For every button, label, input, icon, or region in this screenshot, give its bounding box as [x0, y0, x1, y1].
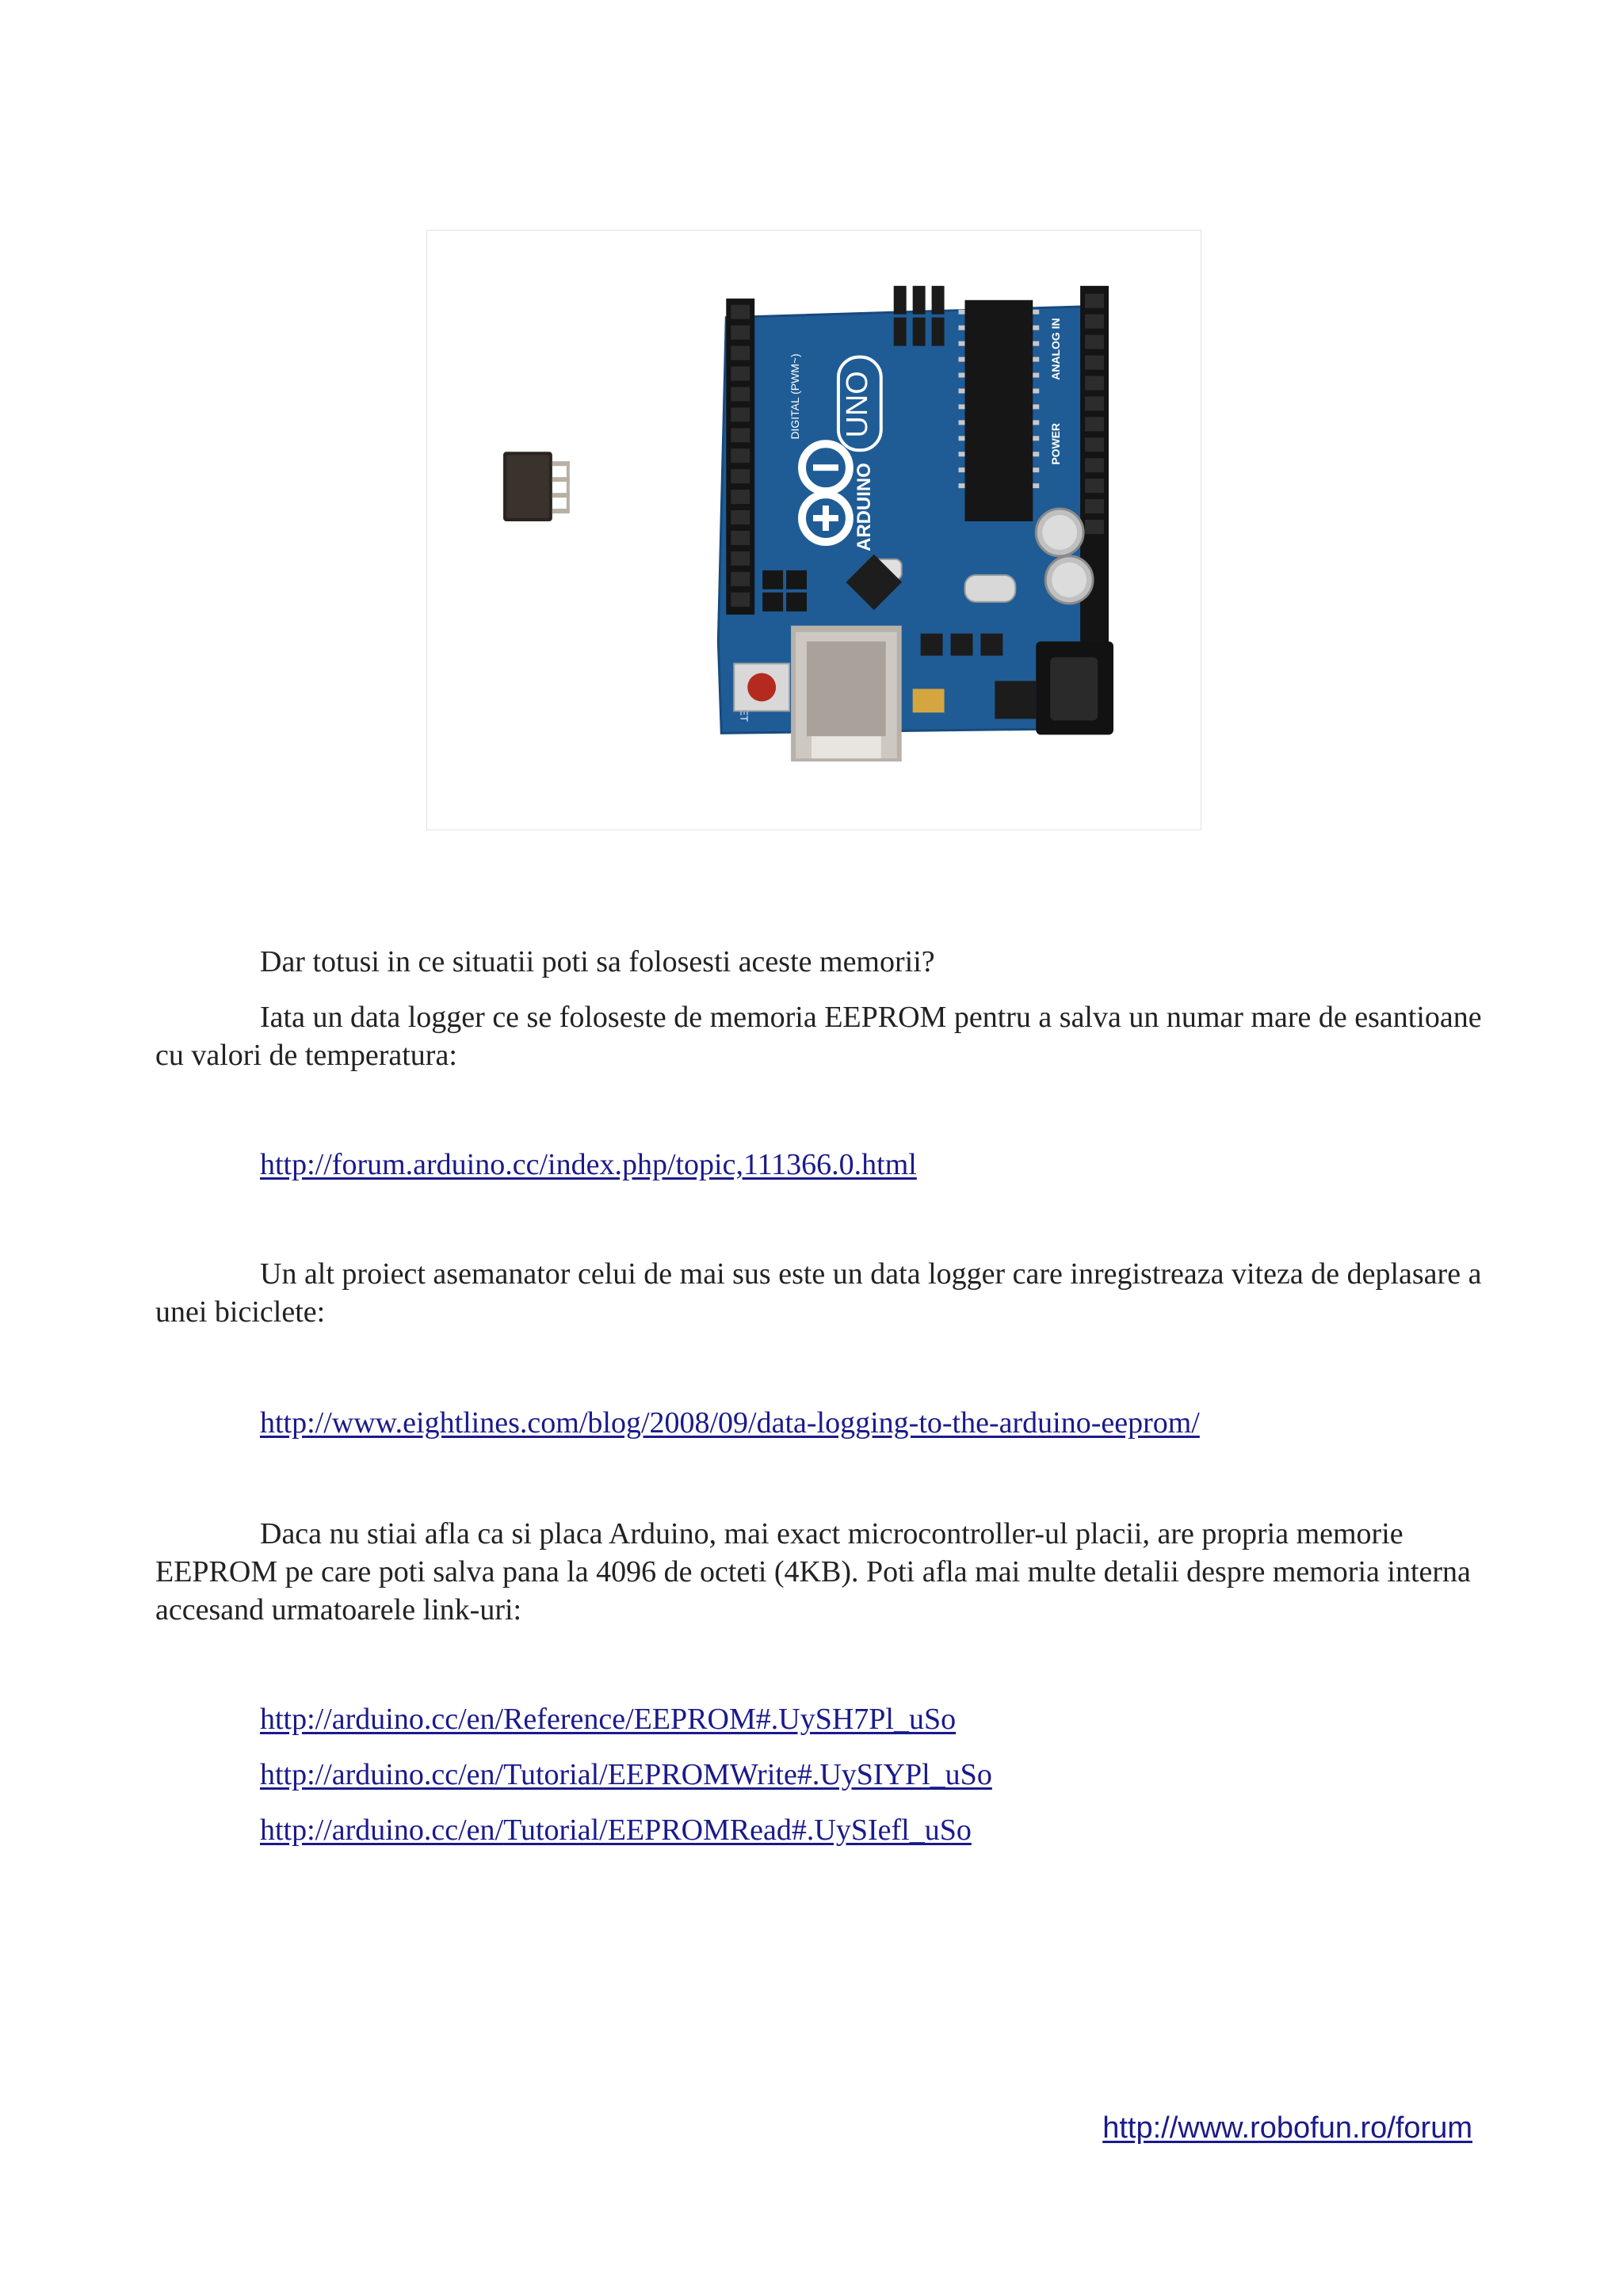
link-bicycle-logger[interactable]: http://www.eightlines.com/blog/2008/09/data-logging-to-the-arduino-eeprom/	[260, 1406, 1200, 1440]
paragraph-1	[155, 943, 1487, 981]
arduino-board	[718, 286, 1113, 761]
arduino-photo	[426, 230, 1201, 830]
paragraph-1-text: Dar totusi in ce situatii poti sa folosesti aceste memorii?	[260, 945, 935, 978]
board-label-power: POWER	[1049, 422, 1063, 465]
paragraph-2	[155, 998, 1487, 1074]
board-label-uno: UNO	[840, 371, 874, 438]
paragraph-2-text: Iata un data logger ce se foloseste de memoria EEPROM pentru a salva un numar mare de esantioane cu valori de temperatura:	[155, 1001, 1482, 1072]
board-label-analog: ANALOG IN	[1049, 318, 1063, 380]
link-eeprom-reference[interactable]: http://arduino.cc/en/Reference/EEPROM#.UySH7Pl_uSo	[260, 1703, 957, 1736]
board-label-arduino: ARDUINO	[853, 463, 875, 551]
link-eeprom-read[interactable]: http://arduino.cc/en/Tutorial/EEPROMRead#.UySIefl_uSo	[260, 1814, 972, 1847]
board-label-digital: DIGITAL (PWM~)	[789, 353, 802, 440]
link-eeprom-write[interactable]: http://arduino.cc/en/Tutorial/EEPROMWrite#.UySIYPl_uSo	[260, 1758, 992, 1791]
link-temperature-logger[interactable]: http://forum.arduino.cc/index.php/topic,111366.0.html	[260, 1148, 917, 1181]
paragraph-3	[155, 1255, 1487, 1331]
paragraph-4	[155, 1515, 1487, 1629]
paragraph-4-text: Daca nu stiai afla ca si placa Arduino, mai exact microcontroller-ul placii, are propria memorie EEPROM pe care poti salva pana la 4096 de octeti (4KB). Poti afla mai multe detalii despre memoria interna accesand urmatoarele link-uri:	[155, 1517, 1471, 1627]
eeprom-chip	[503, 452, 570, 521]
paragraph-3-text: Un alt proiect asemanator celui de mai sus este un data logger care inregistreaza viteza de deplasare a unei biciclete:	[155, 1257, 1482, 1329]
footer-forum-link[interactable]: http://www.robofun.ro/forum	[1102, 2111, 1472, 2145]
